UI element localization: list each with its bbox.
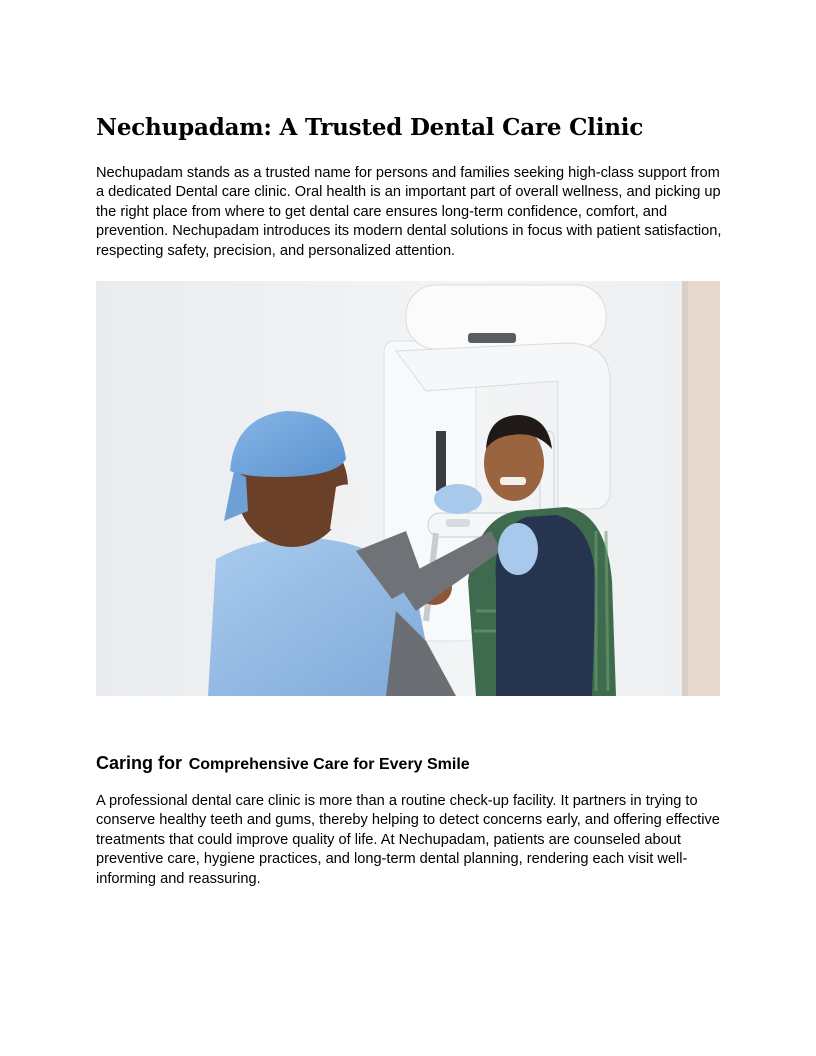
- dental-xray-photo: [96, 281, 720, 696]
- section-heading: [96, 748, 470, 776]
- section-paragraph: A professional dental care clinic is more than a routine check-up facility. It partners in trying to conserve healthy teeth and gums, thereby helping to detect concerns early, and offering effective treatments that could improve quality of life. At Nechupadam, patients are counseled about preventive care, hygiene practices, and long-term dental planning, rendering each visit well-informing and reassuring.: [96, 793, 720, 887]
- section-heading-lead: Caring for: [96, 753, 183, 773]
- page-title: Nechupadam: A Trusted Dental Care Clinic: [96, 114, 644, 141]
- intro-paragraph: Nechupadam stands as a trusted name for persons and families seeking high-class support from a dedicated Dental care clinic. Oral health is an important part of overall wellness, and picking up the right place from where to get dental care ensures long-term confidence, comfort, and prevention. Nechupadam introduces its modern dental solutions in focus with patient satisfaction, respecting safety, precision, and personalized attention.: [96, 165, 722, 259]
- section-heading-rest: Comprehensive Care for Every Smile: [188, 756, 470, 773]
